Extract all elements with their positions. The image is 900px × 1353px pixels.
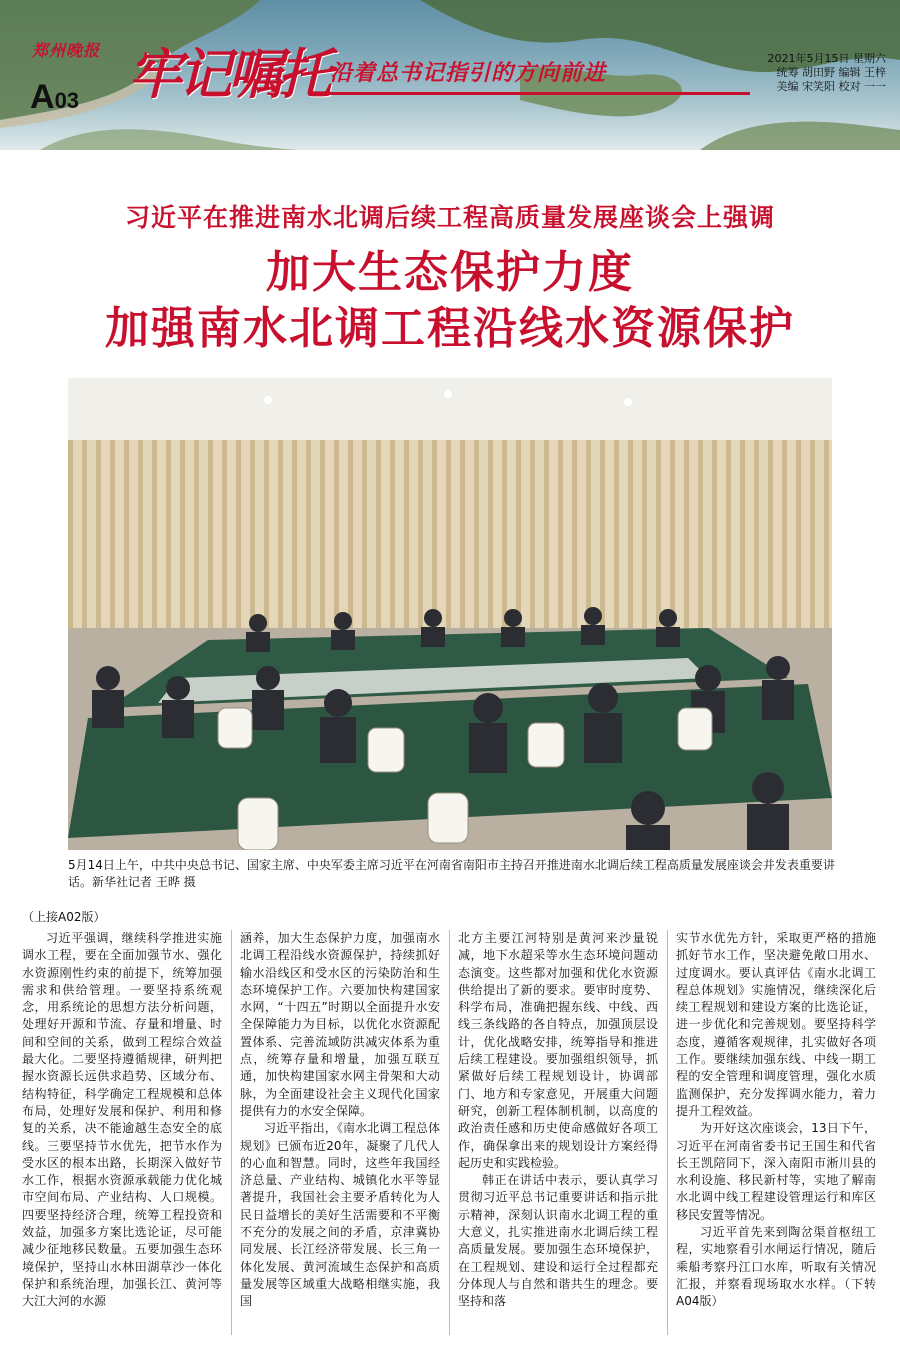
editor-credit: 统筹 胡田野 编辑 王梓 [776,66,886,79]
slogan-underline [330,92,750,95]
column-divider [449,930,450,1335]
article-column-1 [22,930,222,1342]
design-credit: 美编 宋笑阳 校对 一一 [776,80,886,93]
page-code-letter: A [30,78,55,116]
headline-kicker: 习近平在推进南水北调后续工程高质量发展座谈会上强调 [124,203,775,232]
column-brand-title: 牢记嘱托 [128,42,328,106]
article-column-3 [458,930,658,1342]
page-code [30,78,79,117]
issue-date: 2021年5月15日 星期六 [767,52,886,65]
article-paragraph: 习近平首先来到陶岔渠首枢纽工程，实地察看引水闸运行情况，随后乘船考察丹江口水库，听取有关情况汇报，并察看现场取水水样。（下转A04版） [676,1225,876,1309]
column-slogan: 沿着总书记指引的方向前进 [330,61,607,86]
article-paragraph: 习近平强调，继续科学推进实施调水工程，要在全面加强节水、强化水资源刚性约束的前提下，统筹加强需求和供给管理。一要坚持系统观念，用系统论的思想方法分析问题，处理好开源和节流、存量和增量、时间和空间的关系，做到工程综合效益最大化。二要坚持遵循规律，研判把握水资源长远供求趋势、区域分布、结构特征，科学确定工程规模和总体布局，处理好发展和保护、利用和修复的关系，决不能逾越生态安全的底线。三要坚持节水优先，把节水作为受水区的根本出路，长期深入做好节水工作，根据水资源承载能力优化城市空间布局、产业结构、人口规模。四要坚持经济合理，统筹工程投资和效益，加强多方案比选论证，尽可能减少征地移民数量。五要加强生态环境保护，坚持山水林田湖草沙一体化保护和系统治理，加强长江、黄河等大江大河的水源 [22,931,222,1309]
column-divider [231,930,232,1335]
article-column-4 [676,930,876,1342]
article-paragraph-continued: 涵养，加大生态保护力度，加强南水北调工程沿线水资源保护，持续抓好输水沿线区和受水区的污染防治和生态环境保护工作。六要加快构建国家水网，“十四五”时期以全面提升水安全保障能力为目标，以优化水资源配置体系、完善流域防洪减灾体系为重点，统筹存量和增量，加强互联互通，加快构建国家水网主骨架和大动脉，为全面建设社会主义现代化国家提供有力的水安全保障。 [240,931,440,1118]
masthead [0,0,900,150]
column-divider [667,930,668,1335]
article-column-2 [240,930,440,1342]
headline-main-line2: 加强南水北调工程沿线水资源保护 [105,303,795,354]
photo-caption: 5月14日上午，中共中央总书记、国家主席、中央军委主席习近平在河南省南阳市主持召开推进南水北调后续工程高质量发展座谈会并发表重要讲话。新华社记者 王晔 摄 [68,858,835,889]
article-paragraph-continued: 北方主要江河特别是黄河来沙量锐减，地下水超采等水生态环境问题动态演变。这些都对加强和优化水资源供给提出了新的要求。要审时度势、科学布局，准确把握东线、中线、西线三条线路的各自特点，加强顶层设计，优化战略安排，统筹指导和推进后续工程建设。要加强组织领导，抓紧做好后续工程规划设计，协调部门、地方和专家意见，开展重大问题研究，创新工程体制机制，以高度的政治责任感和历史使命感做好各项工作，确保拿出来的规划设计方案经得起历史和实践检验。 [458,931,658,1170]
continued-from-note: （上接A02版） [22,910,106,924]
article-paragraph: 习近平指出，《南水北调工程总体规划》已颁布近20年，凝聚了几代人的心血和智慧。同时，这些年我国经济总量、产业结构、城镇化水平等显著提升，我国社会主要矛盾转化为人民日益增长的美好生活需要和不平衡不充分的发展之间的矛盾，京津冀协同发展、长江经济带发展、长三角一体化发展、黄河流域生态保护和高质量发展等区域重大战略相继实施，我国 [240,1121,440,1309]
meeting-room-photo-illustration [68,378,832,850]
page-code-number: 03 [54,88,80,113]
article-paragraph-continued: 实节水优先方针，采取更严格的措施抓好节水工作，坚决避免敞口用水、过度调水。要认真评估《南水北调工程总体规划》实施情况，继续深化后续工程规划和建设方案的比选论证，进一步优化和完善规划。要坚持科学态度，遵循客观规律，扎实做好各项工作。要继续加强东线、中线一期工程的安全管理和调度管理，强化水质监测保护，充分发挥调水能力，着力提升工程效益。 [676,931,876,1118]
article-paragraph: 为开好这次座谈会，13日下午，习近平在河南省委书记王国生和代省长王凯陪同下，深入南阳市淅川县的水利设施、移民新村等，实地了解南水北调中线工程建设管理运行和库区移民安置等情况。 [676,1121,876,1222]
headline-main-line1: 加大生态保护力度 [266,247,634,298]
paper-name: 郑州晚报 [32,41,101,60]
issue-meta [768,52,887,94]
news-photo [68,378,832,850]
article-paragraph: 韩正在讲话中表示，要认真学习贯彻习近平总书记重要讲话和指示批示精神，深刻认识南水北调工程的重大意义，扎实推进南水北调后续工程高质量发展。要加强生态环境保护，在工程规划、建设和运行全过程都充分体现人与自然和谐共生的理念。要坚持和落 [458,1173,658,1309]
